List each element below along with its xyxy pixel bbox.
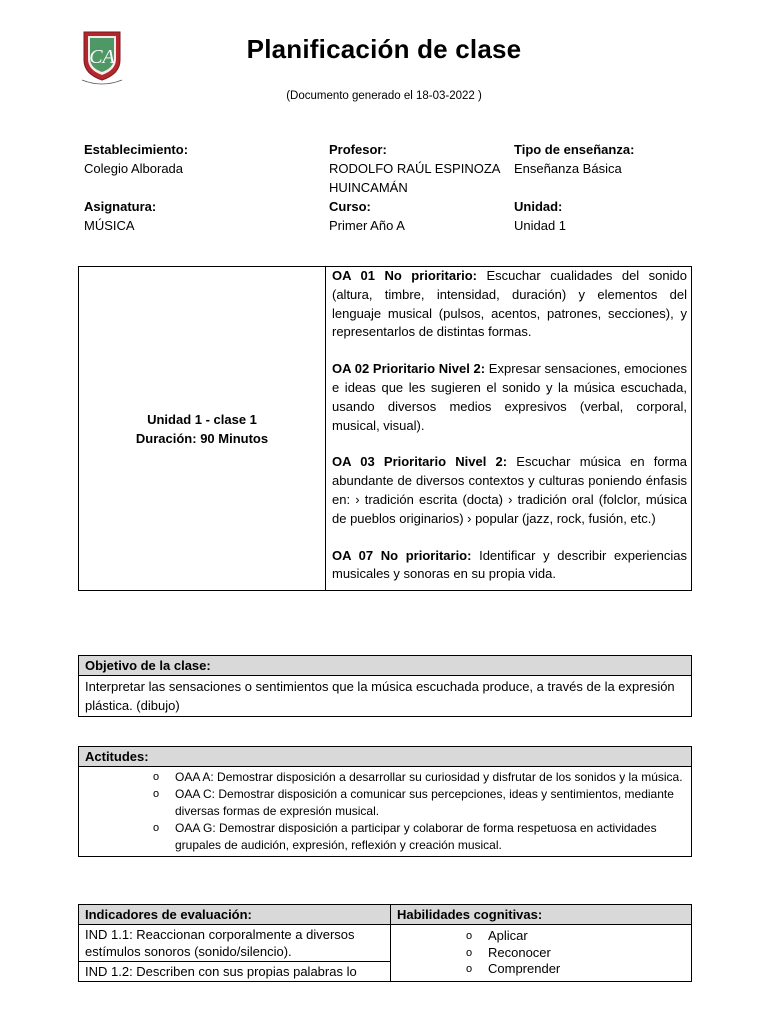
oa-list-cell (326, 267, 692, 591)
indicador-item: IND 1.1: Reaccionan corporalmente a diversos estímulos sonoros (sonido/silencio). (79, 925, 391, 962)
indicador-item: IND 1.2: Describen con sus propias palabras lo (79, 962, 391, 982)
actitud-item: o OAA C: Demostrar disposición a comunicar sus percepciones, ideas y sentimientos, mediante diversas formas de expresión musical. (79, 786, 691, 820)
info-establecimiento (84, 140, 188, 178)
info-unidad (514, 197, 566, 235)
objetivo-header: Objetivo de la clase: (79, 656, 692, 676)
actitudes-table (78, 746, 692, 857)
oa-item (332, 360, 687, 435)
page-title: Planificación de clase (246, 34, 522, 64)
curso-label: Curso: (329, 199, 371, 214)
generated-date: (Documento generado el 18-03-2022 ) (286, 90, 482, 102)
profesor-label: Profesor: (329, 142, 387, 157)
indicadores-header: Indicadores de evaluación: (79, 905, 391, 925)
oa-text: Expresar sensaciones, emociones e ideas que les sugieren el sonido y la música escuchada, usando diversos medios expresivos (verbal, corporal, musical, visual). (332, 361, 687, 433)
establecimiento-value: Colegio Alborada (84, 161, 184, 176)
habilidades-list (392, 926, 690, 978)
oa-title: OA 03 Prioritario Nivel 2: (332, 454, 508, 470)
oa-title: OA 07 No prioritario: (332, 547, 472, 563)
oa-title: OA 02 Prioritario Nivel 2: (332, 361, 486, 377)
habilidad-item: o Comprender (392, 961, 690, 978)
logo-initials: CA (89, 46, 115, 68)
actitudes-header: Actitudes: (79, 747, 692, 767)
info-curso (329, 197, 405, 235)
actitudes-cell (79, 767, 692, 857)
oa-item (332, 547, 687, 585)
establecimiento-label: Establecimiento: (84, 142, 189, 157)
habilidades-cell (391, 925, 692, 982)
oa-item (332, 267, 687, 342)
info-profesor (329, 140, 500, 197)
actitud-item: o OAA A: Demostrar disposición a desarrollar su curiosidad y disfrutar de los sonidos y la música. (79, 769, 691, 786)
asignatura-label: Asignatura: (84, 199, 157, 214)
curso-value: Primer Año A (329, 218, 405, 233)
oa-title: OA 01 No prioritario: (332, 268, 478, 283)
habilidad-item: o Aplicar (392, 928, 690, 945)
info-tipo (514, 140, 634, 178)
unidad-label: Unidad: (514, 199, 563, 214)
actitud-item: o OAA G: Demostrar disposición a participar y colaborar de forma respetuosa en actividades grupales de audición, expresión, reflexión y creación musical. (79, 820, 691, 854)
unidad-value: Unidad 1 (514, 218, 567, 233)
habilidad-item: o Reconocer (392, 945, 690, 962)
tipo-value: Enseñanza Básica (514, 161, 622, 176)
actitudes-list (79, 769, 691, 856)
unit-duration: Duración: 90 Minutos (135, 430, 269, 446)
info-asignatura (84, 197, 156, 235)
objetivo-table (78, 655, 692, 717)
profesor-value-line2: HUINCAMÁN (329, 180, 408, 195)
oa-text: Escuchar música en forma abundante de diversos contextos y culturas poniendo énfasis en: › tradición escrita (docta) › tradición oral (folclor, música de pueblos originarios) › popular (jazz, rock, fusión, etc.) (332, 454, 687, 526)
asignatura-value: MÚSICA (84, 218, 135, 233)
oa-text: Identificar y describir experiencias musicales y sonoras en su propia vida. (332, 547, 687, 582)
tipo-label: Tipo de enseñanza: (514, 142, 635, 157)
oa-item (332, 453, 687, 528)
oa-table (78, 266, 692, 591)
unit-class-label: Unidad 1 - clase 1 (147, 411, 257, 427)
profesor-value-line1: RODOLFO RAÚL ESPINOZA (329, 161, 501, 176)
unit-class-cell (79, 267, 326, 591)
oa-text: Escuchar cualidades del sonido (altura, timbre, intensidad, duración) y elementos del lenguaje musical (pulsos, acentos, patrones, secciones), y representarlos de distintas formas. (332, 268, 687, 340)
habilidades-header: Habilidades cognitivas: (391, 905, 692, 925)
objetivo-text: Interpretar las sensaciones o sentimientos que la música escuchada produce, a través de la expresión plástica. (dibujo) (79, 676, 692, 717)
indicadores-table (78, 904, 692, 982)
